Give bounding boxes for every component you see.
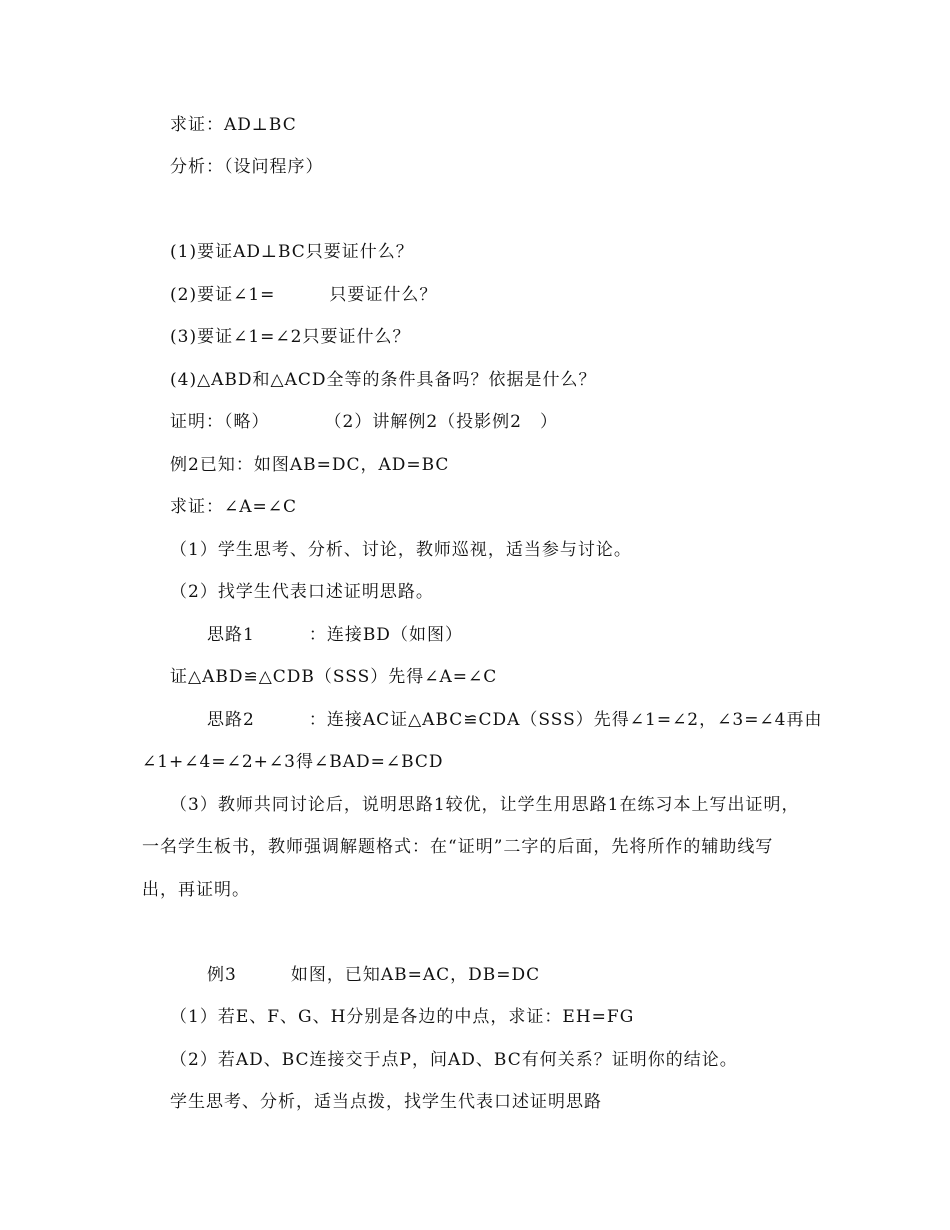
text-line: （1）若E、F、G、H分别是各边的中点，求证：EH=FG	[170, 1007, 635, 1027]
text-line: （2）若AD、BC连接交于点P，问AD、BC有何关系？证明你的结论。	[170, 1050, 738, 1070]
text-line: 证△ABD≌△CDB（SSS）先得∠A=∠C	[170, 667, 498, 687]
text-line: 求证：∠A=∠C	[170, 497, 298, 517]
text-line: (3)要证∠1=∠2只要证什么？	[170, 327, 411, 347]
text-line: 分析：（设问程序）	[170, 157, 324, 177]
text-line: (1)要证AD⊥BC只要证什么？	[170, 242, 414, 262]
text-line: 出，再证明。	[142, 880, 250, 900]
text-line: （2）找学生代表口述证明思路。	[170, 582, 434, 602]
text-line: 思路2 ：连接AC证△ABC≌CDA（SSS）先得∠1=∠2，∠3=∠4再由	[207, 710, 823, 730]
text-line: 例2已知：如图AB=DC，AD=BC	[170, 455, 450, 475]
text-line: （1）学生思考、分析、讨论，教师巡视，适当参与讨论。	[170, 540, 632, 560]
text-line: (2)要证∠1= 只要证什么？	[170, 285, 438, 305]
text-line: (4)△ABD和△ACD全等的条件具备吗？依据是什么？	[170, 370, 597, 390]
text-line: 一名学生板书，教师强调解题格式：在“证明”二字的后面，先将所作的辅助线写	[142, 837, 774, 857]
text-line: ∠1+∠4=∠2+∠3得∠BAD=∠BCD	[142, 752, 444, 772]
text-line: 学生思考、分析，适当点拨，找学生代表口述证明思路	[170, 1092, 602, 1112]
text-line: 例3 如图，已知AB=AC，DB=DC	[207, 965, 541, 985]
text-line: （3）教师共同讨论后，说明思路1较优，让学生用思路1在练习本上写出证明，	[170, 795, 800, 815]
text-line: 求证：AD⊥BC	[170, 115, 297, 135]
text-line: 思路1 ：连接BD（如图）	[207, 625, 463, 645]
text-line: 证明：（略） （2）讲解例2（投影例2 ）	[170, 412, 558, 432]
